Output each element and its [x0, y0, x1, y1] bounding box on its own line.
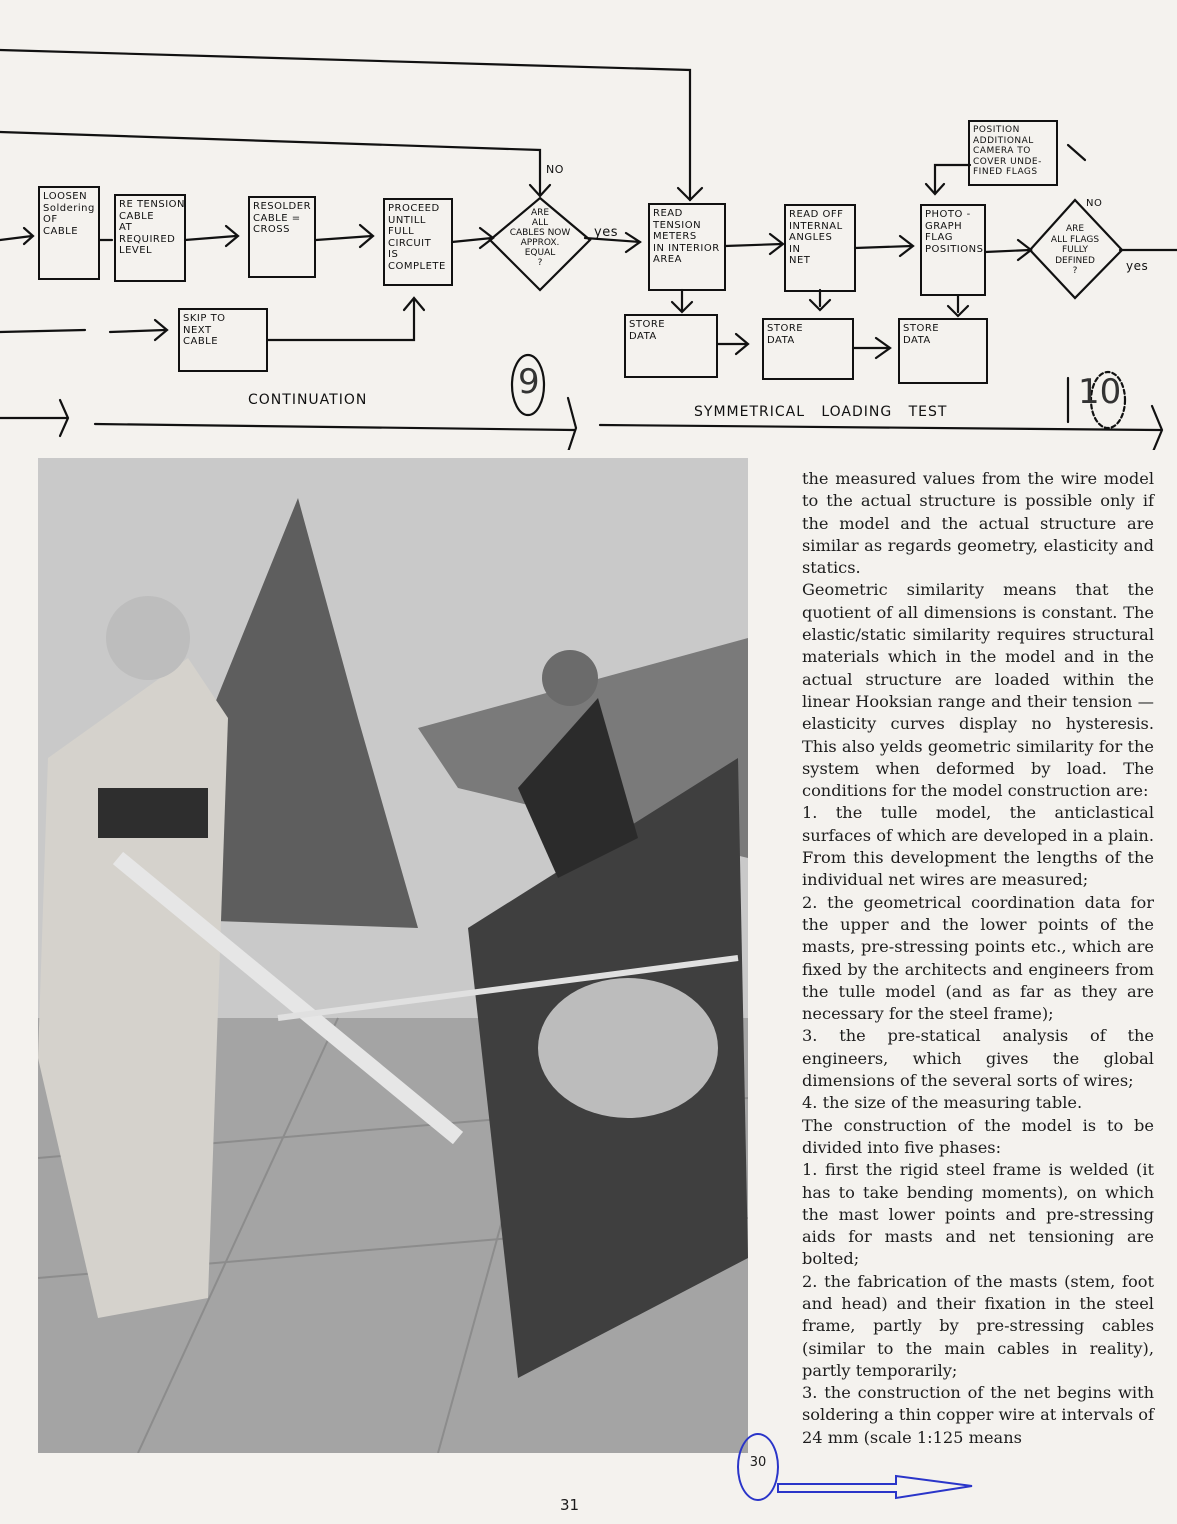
retension-cable-label: RE TENSION CABLE AT REQUIRED LEVEL [119, 199, 186, 256]
position-camera-box [968, 120, 1058, 186]
loosen-soldering-label: LOOSEN Soldering OF CABLE [43, 191, 95, 237]
skip-cable-box [178, 308, 268, 372]
retension-cable-box [114, 194, 186, 282]
text-paragraph: the measured values from the wire model to the actual structure is possible only if the model and the actual structure are similar as regards geometry, elasticity and statics. [802, 469, 1154, 578]
page-number: 31 [560, 1496, 580, 1514]
proceed-circuit-label: PROCEED UNTILL FULL CIRCUIT IS COMPLETE [388, 203, 446, 272]
no-label-2: NO [1086, 198, 1103, 209]
text-paragraph: 1. first the rigid steel frame is welded (it has to take bending moments), on which the mast lower points and pre-stressing aids for masts and net tensioning are bolted; [802, 1160, 1154, 1269]
photograph-illustration [38, 458, 748, 1453]
position-camera-label: POSITION ADDITIONAL CAMERA TO COVER UNDE- FINED FLAGS [973, 125, 1042, 177]
text-paragraph: 2. the fabrication of the masts (stem, foot and head) and their fixation in the steel frame, partly by pre-stressing cables (similar to the main cables in reality), partly temporarily; [802, 1271, 1154, 1380]
loosen-soldering-box [38, 186, 100, 280]
annotation-number: 30 [749, 1455, 767, 1470]
store-data-box-1 [624, 314, 718, 378]
text-paragraph: 3. the construction of the net begins with soldering a thin copper wire at intervals of 24 mm (scale 1:125 means [802, 1383, 1154, 1447]
resolder-cable-box [248, 196, 316, 278]
yes-label-2: yes [1126, 259, 1149, 273]
store-data-label-2: STORE DATA [767, 323, 804, 346]
photograph-flag-label: PHOTO - GRAPH FLAG POSITIONS [925, 209, 984, 255]
photograph-flag-box [920, 204, 986, 296]
store-data-label-3: STORE DATA [903, 323, 940, 346]
annotation-arrow-icon [776, 1474, 976, 1506]
photograph-model [38, 458, 748, 1453]
proceed-circuit-box [383, 198, 453, 286]
annotation-circle [737, 1433, 779, 1501]
read-angles-box [784, 204, 856, 292]
read-angles-label: READ OFF INTERNAL ANGLES IN NET [789, 209, 844, 266]
text-paragraph: 2. the geometrical coordination data for the upper and the lower points of the masts, pre-stressing points etc., which are fixed by the architects and engineers from the tulle model (and as far as they are necessary for the steel frame); [802, 892, 1154, 1024]
text-paragraph: The construction of the model is to be divided into five phases: [802, 1115, 1154, 1157]
step-number-10: 10 [1078, 372, 1122, 412]
store-data-label-1: STORE DATA [629, 319, 666, 342]
text-paragraph: Geometric similarity means that the quotient of all dimensions is constant. The elastic/static similarity requires structural materials which in the model and in the actual structure are loaded within the linear Hooksian range and their tension — elasticity curves display no hysteresis. This also yelds geometric similarity for the system when deformed by load. The conditions for the model construction are: [802, 580, 1154, 801]
decision-cables-equal: ARE ALL CABLES NOW APPROX. EQUAL ? [509, 208, 571, 268]
text-paragraph: 1. the tulle model, the anticlastical surfaces of which are developed in a plain. From this development the lengths of the individual net wires are measured; [802, 803, 1154, 890]
step-number-9: 9 [518, 362, 540, 402]
decision-flags-defined: ARE ALL FLAGS FULLY DEFINED ? [1050, 224, 1100, 276]
read-tension-box [648, 203, 726, 291]
body-text [802, 468, 1154, 1449]
resolder-cable-label: RESOLDER CABLE = CROSS [253, 201, 312, 235]
text-paragraph: 3. the pre-statical analysis of the engineers, which gives the global dimensions of the several sorts of wires; [802, 1026, 1154, 1091]
no-label-1: NO [546, 163, 564, 176]
text-paragraph: 4. the size of the measuring table. [802, 1093, 1083, 1113]
skip-cable-label: SKIP TO NEXT CABLE [183, 313, 226, 347]
store-data-box-3 [898, 318, 988, 384]
section-symmetrical-loading: SYMMETRICAL LOADING TEST [694, 404, 948, 420]
read-tension-label: READ TENSION METERS IN INTERIOR AREA [653, 208, 720, 265]
store-data-box-2 [762, 318, 854, 380]
yes-label-1: yes [594, 225, 618, 240]
section-continuation: CONTINUATION [248, 392, 368, 408]
